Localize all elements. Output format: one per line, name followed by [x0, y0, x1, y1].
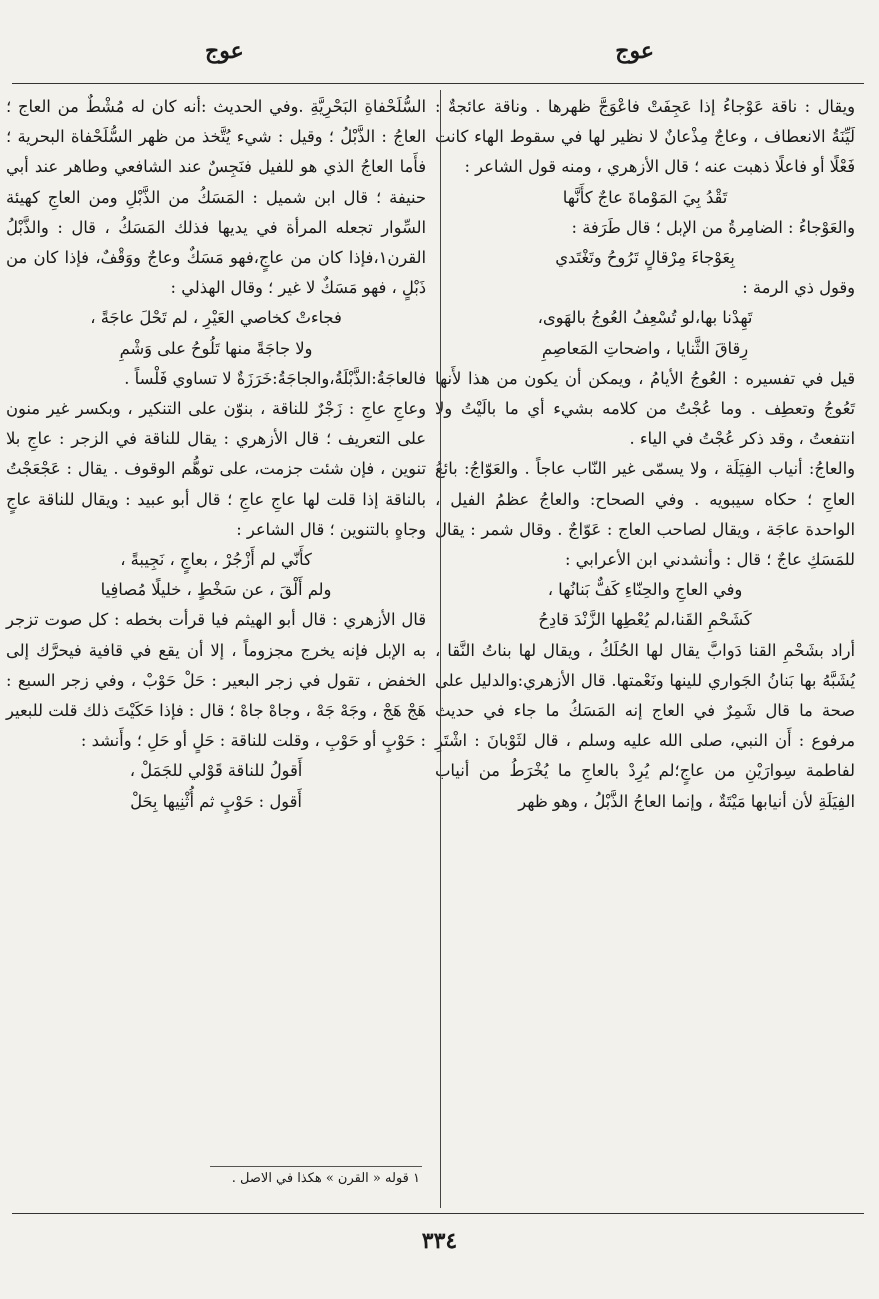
- header-left-word: عوج: [205, 38, 244, 64]
- verse-line: رِقاقَ الثَّنايا ، واضحاتِ المَعاصِمِ: [541, 338, 749, 358]
- page-number: ٣٣٤: [421, 1228, 458, 1254]
- paragraph: والعَوْجاءُ : الضامِرةُ من الإبل ؛ قال طَرَفة :: [571, 217, 855, 237]
- footnote: ١ قوله « القرن » هكذا في الاصل .: [231, 1171, 420, 1186]
- verse-line: كأَنّي لم أَزْجُرْ ، بعاجٍ ، نَجِيبةً ،: [120, 550, 312, 570]
- verse-line: وفي العاجِ والحِنّاءِ كَفٌّ بَنانُها ،: [547, 580, 743, 600]
- paragraph: وعاجِ عاجِ : زَجْرٌ للناقة ، بنوّن على التنكير ، وبكسر غير منون على التعريف ؛ قال الأزهري : يقال للناقة في الزجر : عاجِ بلا تنوين ، فإن شئت جزمت، على توهُّم الوقوف . يقال : عَجْعَجْتُ بالناقة إذا قلت لها عاجِ عاجِ ؛ قال أبو عبيد : ويقال للناقة عاجٍ وجاهٍ بالتنوين ؛ قال الشاعر :: [6, 399, 426, 539]
- verse-line: أَقولُ للناقة قَوْلي للجَمَلْ ،: [129, 761, 303, 781]
- verse-line: ولا جاجَةً منها تَلُوحُ على وَشْمِ: [119, 338, 313, 358]
- verse-line: ولم أَلْقَ ، عن سَخْطٍ ، خليلًا مُصافِيا: [100, 580, 332, 600]
- header-rule: [12, 83, 864, 84]
- paragraph: السُّلَحْفاةِ البَحْرِيَّةِ .وفي الحديث :أنه كان له مُشْطٌ من العاج ؛ العاجُ : الذَّبْلُ ؛ وقيل : شيء يُتَّخذ من ظهر السُّلَحْفاة البحرية ؛ فأَما العاجُ الذي هو للفيل فنَجِسٌ عند الشافعي وطاهر عند أبي حنيفة ؛ قال ابن شميل : المَسَكُ من الذَّبْلِ ومن العاجِ كهيئة السِّوار تجعله المرأة في يديها فذلك المَسَكُ ، قال : والذَّبْلُ القرن١،فإذا كان من عاجٍ،فهو مَسَكٌ وعاجٌ ووَقْفٌ، فإذا كان من ذَبْلٍ ، فهو مَسَكٌ لا غير ؛ وقال الهذلي :: [6, 97, 426, 298]
- verse-line: تَهِدْنا بها،لو تُسْعِفُ العُوجُ بالهَوى،: [537, 308, 753, 328]
- paragraph: قيل في تفسيره : العُوجُ الأيامُ ، ويمكن أن يكون من هذا لأَنها تَعُوجُ وتعطِف . وما عُجْتُ من كلامه بشيء أي ما بالَيْتُ ولا انتفعتُ ، وقد ذكر عُجْتُ في الياء .: [435, 368, 855, 449]
- left-column: [6, 92, 426, 817]
- paragraph: أراد بشَحْمِ القنا دَوابَّ يقال لها الحُلَكُ ، ويقال لها بناتُ النَّقا ، يُشَبَّهُ بها بَنانُ الجَواري للينها ونَعْمتها. قال الأزهري:والدليل على صحة ما قال شَمِرٌ في العاج إنه المَسَكُ ما جاء في حديث مرفوع : أَن النبي، صلى الله عليه وسلم ، قال لثَوْبانَ : اشْتَرِ لفاطمة سِوارَيْنِ من عاجٍ؛لم يُرِدْ بالعاجِ ما يُخْرَطُ من أنياب الفِيَلَةِ لأن أنيابها مَيْتَةٌ ، وإنما العاجُ الذَّبْلُ ، وهو ظهر: [435, 640, 855, 811]
- verse-line: أَقول : حَوْبٍ ثم أُثْنِيها بِحَلْ: [130, 791, 302, 811]
- verse-line: كَشَحْمِ القَنا،لم يُعْطِها الزَّنْدَ قادِحُ: [538, 610, 752, 630]
- footer-rule: [12, 1213, 864, 1214]
- paragraph: والعاجُ: أنياب الفِيَلَة ، ولا يسمّى غير النّاب عاجاً . والعَوّاجُ: بائعُ العاجِ ؛ حكاه سيبويه . وفي الصحاح: والعاجُ عظمُ الفيل ، الواحدة عاجَة ، ويقال لصاحب العاج : عَوّاجٌ . وقال شمر : يقال للمَسَكِ عاجٌ ؛ قال : وأنشدني ابن الأعرابي :: [435, 459, 855, 570]
- verse-line: بِعَوْجاءَ مِرْقالٍ تَرُوحُ وتَغْتَدي: [555, 248, 735, 268]
- header-right-word: عوج: [615, 38, 654, 64]
- footnote-rule: [210, 1166, 422, 1167]
- column-divider: [440, 90, 441, 1208]
- paragraph: وقول ذي الرمة :: [742, 278, 855, 298]
- paragraph: قال الأزهري : قال أبو الهيثم فيا قرأت بخطه : كل صوت تزجر به الإبل فإنه يخرج مجزوماً ، إلا أن يقع في قافية فيحرَّك إلى الخفض ، تقول في زجر البعير : حَلْ حَوْبْ ، وفي زجر السبع : هَجْ هَجْ ، وجَهْ جَهْ ، وجاهْ جاهْ ؛ قال : فإذا حَكَيْتَ ذلك قلت للبعير : حَوْبٍ أو حَوْبِ ، وقلت للناقة : حَلٍ أو حَلِ ؛ وأَنشد :: [6, 610, 426, 751]
- verse-line: تَقْدُ بِيَ المَوْماةَ عاجٌ كأَنَّها: [562, 187, 728, 207]
- paragraph: ويقال : ناقة عَوْجاءُ إذا عَجِفَتْ فاعْوَجَّ ظهرها . وناقة عائجةٌ : لَيِّنَةُ الانعطاف ، وعاجٌ مِذْعانٌ لا نظير لها في سقوط الهاء كانت فَعْلًا أو فاعلًا ذهبت عنه ؛ قال الأزهري ، ومنه قول الشاعر :: [435, 97, 855, 177]
- paragraph: فالعاجَةُ:الذَّبْلَةُ،والجاجَةُ:خَرَزَةٌ لا تساوي فَلْساً .: [124, 368, 426, 388]
- verse-line: فجاءتْ كخاصي العَيْرِ ، لم تَحْلَ عاجَةً ،: [90, 308, 342, 328]
- right-column: [435, 92, 855, 817]
